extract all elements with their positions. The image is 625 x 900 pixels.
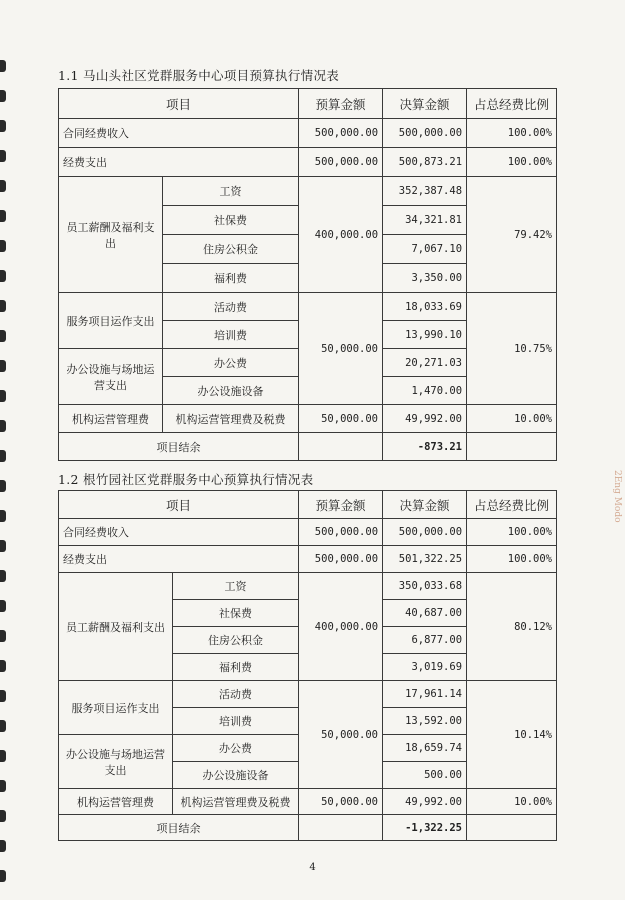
staff-item-actual: 34,321.81 bbox=[383, 206, 467, 235]
agency-item-label: 机构运营管理费及税费 bbox=[163, 405, 299, 433]
section-title-2: 1.2 根竹园社区党群服务中心预算执行情况表 bbox=[58, 472, 314, 487]
staff-item-actual: 350,033.68 bbox=[383, 573, 467, 600]
income-label: 合同经费收入 bbox=[59, 119, 299, 148]
service-item-label: 活动费 bbox=[173, 681, 299, 708]
staff-item-actual: 7,067.10 bbox=[383, 235, 467, 264]
balance-ratio-empty bbox=[467, 433, 557, 461]
service-ratio: 10.14% bbox=[467, 681, 557, 789]
staff-item-label: 住房公积金 bbox=[173, 627, 299, 654]
staff-item-actual: 3,019.69 bbox=[383, 654, 467, 681]
expense-label: 经费支出 bbox=[59, 546, 299, 573]
staff-item-label: 社保费 bbox=[163, 206, 299, 235]
service-item-actual: 18,033.69 bbox=[383, 293, 467, 321]
service-ratio: 10.75% bbox=[467, 293, 557, 405]
table-row bbox=[59, 789, 557, 815]
staff-item-label: 社保费 bbox=[173, 600, 299, 627]
staff-budget: 400,000.00 bbox=[299, 177, 383, 293]
expense-budget: 500,000.00 bbox=[299, 546, 383, 573]
service-item-actual: 13,592.00 bbox=[383, 708, 467, 735]
table-row bbox=[59, 148, 557, 177]
agency-ratio: 10.00% bbox=[467, 405, 557, 433]
agency-item-label: 机构运营管理费及税费 bbox=[173, 789, 299, 815]
staff-item-actual: 3,350.00 bbox=[383, 264, 467, 293]
service-budget: 50,000.00 bbox=[299, 681, 383, 789]
table-header-row bbox=[59, 491, 557, 519]
service-item-actual: 1,470.00 bbox=[383, 377, 467, 405]
expense-ratio: 100.00% bbox=[467, 148, 557, 177]
agency-actual: 49,992.00 bbox=[383, 789, 467, 815]
income-budget: 500,000.00 bbox=[299, 119, 383, 148]
service-budget: 50,000.00 bbox=[299, 293, 383, 405]
header-ratio: 占总经费比例 bbox=[467, 491, 557, 519]
table-row bbox=[59, 119, 557, 148]
service-item-label: 办公费 bbox=[163, 349, 299, 377]
income-actual: 500,000.00 bbox=[383, 119, 467, 148]
header-ratio: 占总经费比例 bbox=[467, 89, 557, 119]
agency-group-label: 机构运营管理费 bbox=[59, 789, 173, 815]
expense-ratio: 100.00% bbox=[467, 546, 557, 573]
service-group-label: 服务项目运作支出 bbox=[59, 293, 163, 349]
income-budget: 500,000.00 bbox=[299, 519, 383, 546]
table-row bbox=[59, 519, 557, 546]
agency-group-label: 机构运营管理费 bbox=[59, 405, 163, 433]
agency-budget: 50,000.00 bbox=[299, 405, 383, 433]
service-item-label: 办公设施设备 bbox=[163, 377, 299, 405]
income-actual: 500,000.00 bbox=[383, 519, 467, 546]
income-ratio: 100.00% bbox=[467, 119, 557, 148]
budget-table-1 bbox=[58, 88, 557, 461]
header-budget: 预算金额 bbox=[299, 89, 383, 119]
header-item: 项目 bbox=[59, 89, 299, 119]
table-row bbox=[59, 177, 557, 206]
agency-ratio: 10.00% bbox=[467, 789, 557, 815]
table-row bbox=[59, 815, 557, 841]
staff-item-actual: 6,877.00 bbox=[383, 627, 467, 654]
balance-label: 项目结余 bbox=[59, 815, 299, 841]
agency-budget: 50,000.00 bbox=[299, 789, 383, 815]
staff-item-actual: 352,387.48 bbox=[383, 177, 467, 206]
service-item-actual: 17,961.14 bbox=[383, 681, 467, 708]
table-row bbox=[59, 433, 557, 461]
service-item-label: 培训费 bbox=[173, 708, 299, 735]
expense-actual: 500,873.21 bbox=[383, 148, 467, 177]
balance-budget-empty bbox=[299, 815, 383, 841]
staff-ratio: 79.42% bbox=[467, 177, 557, 293]
table-row bbox=[59, 405, 557, 433]
balance-ratio-empty bbox=[467, 815, 557, 841]
agency-actual: 49,992.00 bbox=[383, 405, 467, 433]
staff-ratio: 80.12% bbox=[467, 573, 557, 681]
service-item-label: 办公设施设备 bbox=[173, 762, 299, 789]
table-row bbox=[59, 546, 557, 573]
budget-table-2 bbox=[58, 490, 557, 841]
table-row bbox=[59, 293, 557, 321]
service-item-actual: 20,271.03 bbox=[383, 349, 467, 377]
header-actual: 决算金额 bbox=[383, 89, 467, 119]
office-group-label: 办公设施与场地运营支出 bbox=[59, 735, 173, 789]
side-handwriting-mark: 2Eng Modo bbox=[612, 470, 622, 523]
balance-actual: -1,322.25 bbox=[383, 815, 467, 841]
staff-item-actual: 40,687.00 bbox=[383, 600, 467, 627]
service-item-label: 培训费 bbox=[163, 321, 299, 349]
staff-group-label: 员工薪酬及福利支出 bbox=[59, 177, 163, 293]
expense-budget: 500,000.00 bbox=[299, 148, 383, 177]
staff-budget: 400,000.00 bbox=[299, 573, 383, 681]
income-label: 合同经费收入 bbox=[59, 519, 299, 546]
service-group-label: 服务项目运作支出 bbox=[59, 681, 173, 735]
service-item-actual: 18,659.74 bbox=[383, 735, 467, 762]
staff-item-label: 工资 bbox=[163, 177, 299, 206]
office-group-label: 办公设施与场地运营支出 bbox=[59, 349, 163, 405]
expense-actual: 501,322.25 bbox=[383, 546, 467, 573]
balance-actual: -873.21 bbox=[383, 433, 467, 461]
service-item-actual: 13,990.10 bbox=[383, 321, 467, 349]
service-item-actual: 500.00 bbox=[383, 762, 467, 789]
income-ratio: 100.00% bbox=[467, 519, 557, 546]
page-number: 4 bbox=[309, 862, 316, 873]
header-actual: 决算金额 bbox=[383, 491, 467, 519]
table-row bbox=[59, 681, 557, 708]
staff-item-label: 福利费 bbox=[173, 654, 299, 681]
staff-item-label: 工资 bbox=[173, 573, 299, 600]
table-row bbox=[59, 573, 557, 600]
header-item: 项目 bbox=[59, 491, 299, 519]
balance-budget-empty bbox=[299, 433, 383, 461]
section-title-1: 1.1 马山头社区党群服务中心项目预算执行情况表 bbox=[58, 68, 340, 83]
balance-label: 项目结余 bbox=[59, 433, 299, 461]
staff-item-label: 福利费 bbox=[163, 264, 299, 293]
header-budget: 预算金额 bbox=[299, 491, 383, 519]
service-item-label: 活动费 bbox=[163, 293, 299, 321]
staff-group-label: 员工薪酬及福利支出 bbox=[59, 573, 173, 681]
service-item-label: 办公费 bbox=[173, 735, 299, 762]
expense-label: 经费支出 bbox=[59, 148, 299, 177]
staff-item-label: 住房公积金 bbox=[163, 235, 299, 264]
binder-holes bbox=[0, 60, 10, 880]
table-header-row bbox=[59, 89, 557, 119]
